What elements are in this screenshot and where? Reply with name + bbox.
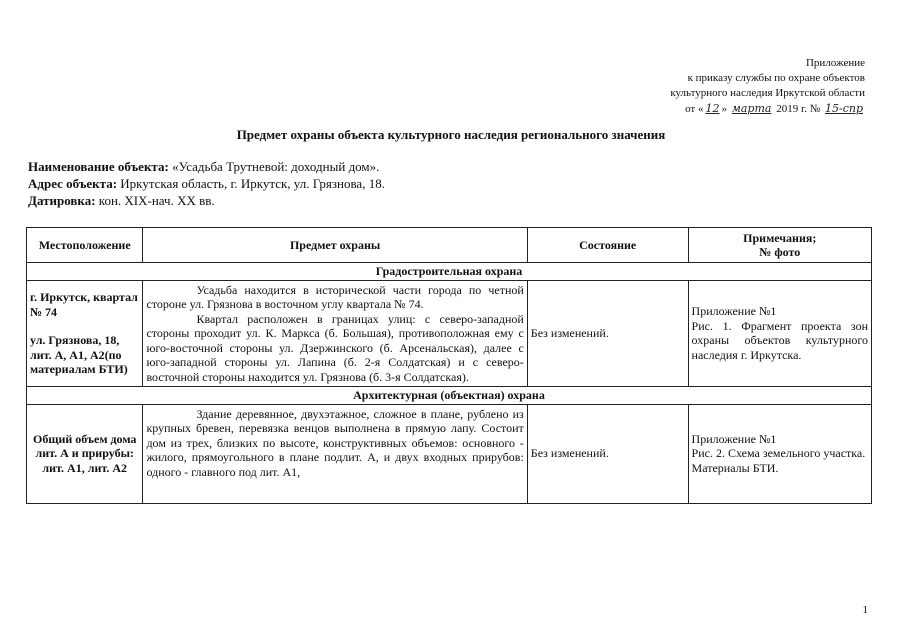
row1-location-quarter: г. Иркутск, квартал № 74 [30,290,138,319]
object-dating-value: кон. XIX-нач. XX вв. [95,193,215,208]
object-address-line [28,175,385,192]
row1-note-figure: Рис. 1. Фрагмент проекта зон охраны объектов культурного наследия г. Иркутска. [691,318,868,362]
object-address-value: Иркутская область, г. Иркутск, ул. Грязнова, 18. [117,176,385,191]
annex-line-2: к приказу службы по охране объектов [687,72,865,84]
row2-note-figure: Рис. 2. Схема земельного участка. Материалы БТИ. [691,446,866,475]
table-row [27,280,872,387]
row2-subject: Здание деревянное, двухэтажное, сложное в плане, рублено из крупных бревен, перевязка венцов выполнена в прямую лапу. Состоит дом из трех, близких по высоте, конструктивных объемов: основного - жилого, прямоугольного в плане подлит. А, и двух входных прирубов: одного - главного под лит. А1, [146,406,524,479]
date-month-handwritten: марта [731,102,772,115]
row2-notes [688,404,871,503]
date-year: 2019 г. [776,103,807,115]
object-dating-line [28,192,385,209]
row1-state: Без изменений. [527,280,688,387]
table-header-row [27,228,872,263]
annex-line-3: культурного наследия Иркутской области [670,87,865,99]
section-title-architectural: Архитектурная (объектная) охрана [27,387,872,405]
row2-note-annex: Приложение №1 [691,431,777,446]
header-notes-label: Примечания; [743,230,817,245]
protection-subject-table [26,227,872,504]
object-name-line [28,158,385,175]
section-row [27,387,872,405]
document-title: Предмет охраны объекта культурного наследия регионального значения [236,127,666,142]
section-row [27,263,872,281]
annex-date-line [525,101,865,117]
object-name-label: Наименование объекта: [28,159,169,174]
row1-location-street: ул. Грязнова, 18, лит. А, А1, А2(по материалам БТИ) [30,333,128,376]
object-metadata [28,158,385,209]
row1-subject-p1: Усадьба находится в исторической части города по четной стороне ул. Грязнова в восточном углу квартала № 74. [146,282,524,311]
row2-subject-cell [143,404,527,503]
row1-subject-p2: Квартал расположен в границах улиц: с северо-западной стороны проходит ул. К. Маркса (б. Большая), противоположная ему с юго-восточной стороны ул. Дзержинского (б. Арсенальская), далее с юго-западной стороны ул. Лапина (б. 2-я Солдатская) и с северо-восточной стороны находится ул. Грязнова (б. 3-я Солдатская). [146,311,524,384]
row2-state: Без изменений. [527,404,688,503]
header-notes [688,228,871,263]
page-number: 1 [862,604,868,616]
table-row [27,404,872,503]
date-mid: » [721,103,727,115]
object-address-label: Адрес объекта: [28,176,118,191]
annex-header [525,56,865,117]
header-subject: Предмет охраны [143,228,527,263]
row1-location [27,280,143,387]
number-label: № [809,103,821,115]
section-title-urban: Градостроительная охрана [27,263,872,281]
header-photo-label: № фото [759,245,801,259]
date-prefix: от « [685,103,704,115]
row2-location: Общий объем дома лит. А и прирубы: лит. А1, лит. А2 [27,404,143,503]
header-location: Местоположение [27,228,143,263]
annex-line-1: Приложение [805,57,865,69]
row1-subject [143,280,527,387]
row1-notes [688,280,871,387]
row1-note-annex: Приложение №1 [691,304,777,319]
date-day-handwritten: 12 [705,102,720,115]
number-handwritten: 15-спр [824,102,863,115]
object-name-value: «Усадьба Трутневой: доходный дом». [168,159,380,174]
object-dating-label: Датировка: [28,193,96,208]
header-state: Состояние [527,228,688,263]
